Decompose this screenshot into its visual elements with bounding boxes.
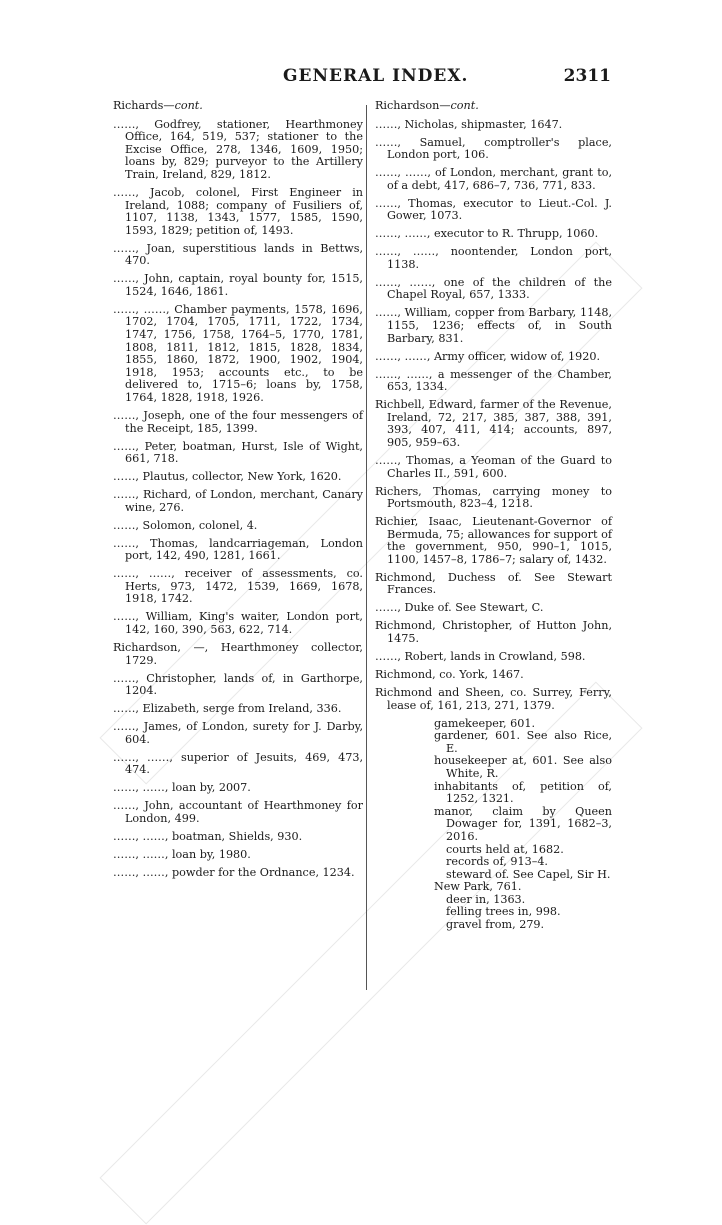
right-sub-entry-list xyxy=(375,718,612,932)
index-sub-entry: manor, claim by Queen Dowager for, 1391, 1682–3, 2016. xyxy=(434,804,612,843)
index-entry: ……, Plautus, collector, New York, 1620. xyxy=(113,470,342,484)
index-entry: ……, Nicholas, shipmaster, 1647. xyxy=(375,117,563,131)
index-sub-entry: housekeeper at, 601. See also White, R. xyxy=(434,754,612,780)
index-entry: ……, Elizabeth, serge from Ireland, 336. xyxy=(113,702,342,716)
index-entry: ……, Peter, boatman, Hurst, Isle of Wight, 661, 718. xyxy=(113,439,363,466)
index-entry: Richmond, Duchess of. See Stewart Frances. xyxy=(375,570,612,597)
index-entry: ……, Duke of. See Stewart, C. xyxy=(375,601,544,615)
index-entry: ……, ……, powder for the Ordnance, 1234. xyxy=(113,865,355,879)
index-sub-sub-entry: records of, 913–4. xyxy=(446,855,548,869)
index-entry: ……, Richard, of London, merchant, Canary wine, 276. xyxy=(113,488,363,514)
index-entry: ……, ……, Chamber payments, 1578, 1696, 1702, 1704, 1705, 1711, 1722, 1734, 1747, 1756, 1758, 1764–5, 1770, 1781, 1808, 1811, 1812, 1815, 1828, 1834, 1855, 1860, 1872, 1900, 1902, 1904, 1918, 1953; accounts etc., to be delivered to, 1715–6; loans by, 1758, 1764, 1828, 1918, 1926. xyxy=(113,302,363,405)
left-entry-list xyxy=(113,119,363,880)
index-entry: ……, ……, boatman, Shields, 930. xyxy=(113,829,303,843)
index-entry: ……, ……, loan by, 2007. xyxy=(113,781,251,795)
index-entry: ……, ……, executor to R. Thrupp, 1060. xyxy=(375,227,599,241)
index-sub-entry: New Park, 761. xyxy=(434,880,522,894)
index-entry: ……, Thomas, executor to Lieut.-Col. J. Gower, 1073. xyxy=(375,196,612,223)
index-entry: Richers, Thomas, carrying money to Portsmouth, 823–4, 1218. xyxy=(375,484,612,511)
index-entry: ……, ……, Army officer, widow of, 1920. xyxy=(375,349,601,363)
index-sub-sub-entry: gravel from, 279. xyxy=(446,918,545,932)
left-column xyxy=(113,100,363,885)
index-entry: ……, William, copper from Barbary, 1148, 1155, 1236; effects of, in South Barbary, 831. xyxy=(375,306,612,345)
index-entry: ……, Godfrey, stationer, Hearthmoney Office, 164, 519, 537; stationer to the Excise Office, 278, 1346, 1609, 1950; loans by, 829; purveyor to the Artillery Train, Ireland, 829, 1812. xyxy=(113,117,363,181)
index-sub-sub-entry: courts held at, 1682. xyxy=(446,842,564,856)
index-entry: ……, Joseph, one of the four messengers of the Receipt, 185, 1399. xyxy=(113,409,363,435)
right-column xyxy=(375,100,612,932)
index-entry: ……, ……, one of the children of the Chapel Royal, 657, 1333. xyxy=(375,275,612,302)
index-entry: ……, William, King's waiter, London port, 142, 160, 390, 563, 622, 714. xyxy=(113,610,363,637)
index-entry: ……, ……, noontender, London port, 1138. xyxy=(375,245,612,271)
index-entry: ……, ……, receiver of assessments, co. Herts, 973, 1472, 1539, 1669, 1678, 1918, 1742. xyxy=(113,567,363,606)
index-entry: Richardson, —, Hearthmoney collector, 1729. xyxy=(113,641,363,667)
index-entry: Richier, Isaac, Lieutenant-Governor of Bermuda, 75; allowances for support of the government, 950, 990–1, 1015, 1100, 1457–8, 1786–7; salary of, 1432. xyxy=(375,515,612,566)
page-header xyxy=(113,66,611,92)
index-entry: ……, John, accountant of Hearthmoney for London, 499. xyxy=(113,799,363,825)
index-entry: ……, ……, a messenger of the Chamber, 653, 1334. xyxy=(375,367,612,394)
column-heading: Richardson—cont. xyxy=(375,99,479,112)
column-divider xyxy=(366,105,367,990)
index-entry: ……, Thomas, landcarriageman, London port, 142, 490, 1281, 1661. xyxy=(113,536,363,563)
index-sub-entry: inhabitants of, petition of, 1252, 1321. xyxy=(434,779,612,806)
index-entry: ……, ……, of London, merchant, grant to, of a debt, 417, 686–7, 736, 771, 833. xyxy=(375,166,612,192)
index-entry: ……, Solomon, colonel, 4. xyxy=(113,518,258,532)
right-entry-list xyxy=(375,119,612,713)
index-entry: Richmond, Christopher, of Hutton John, 1475. xyxy=(375,619,612,646)
index-entry: ……, Joan, superstitious lands in Bettws, 470. xyxy=(113,241,363,268)
index-sub-entry: gardener, 601. See also Rice, E. xyxy=(434,729,612,755)
index-entry: Richbell, Edward, farmer of the Revenue, Ireland, 72, 217, 385, 387, 388, 391, 393, 407, 411, 414; accounts, 897, 905, 959–63. xyxy=(375,398,612,449)
index-entry: ……, Thomas, a Yeoman of the Guard to Charles II., 591, 600. xyxy=(375,453,612,480)
index-entry: ……, James, of London, surety for J. Darby, 604. xyxy=(113,720,363,746)
index-sub-sub-entry: felling trees in, 998. xyxy=(446,905,561,919)
index-entry: ……, Samuel, comptroller's place, London port, 106. xyxy=(375,135,612,162)
column-heading: Richards—cont. xyxy=(113,99,203,112)
index-sub-sub-entry: deer in, 1363. xyxy=(446,892,526,906)
running-head: GENERAL INDEX. xyxy=(283,66,469,86)
index-entry: ……, Christopher, lands of, in Garthorpe, 1204. xyxy=(113,671,363,698)
index-entry: ……, ……, superior of Jesuits, 469, 473, 474. xyxy=(113,750,363,777)
index-entry: ……, Jacob, colonel, First Engineer in Ireland, 1088; company of Fusiliers of, 1107, 1138, 1343, 1577, 1585, 1590, 1593, 1829; petition of, 1493. xyxy=(113,185,363,237)
index-entry: Richmond and Sheen, co. Surrey, Ferry, lease of, 161, 213, 271, 1379. xyxy=(375,685,612,712)
index-sub-entry: gamekeeper, 601. xyxy=(434,716,536,730)
index-entry: ……, ……, loan by, 1980. xyxy=(113,847,251,861)
index-sub-sub-entry: steward of. See Capel, Sir H. xyxy=(446,867,611,881)
index-entry: ……, Robert, lands in Crowland, 598. xyxy=(375,650,586,664)
page-number: 2311 xyxy=(563,66,611,86)
index-entry: ……, John, captain, royal bounty for, 1515, 1524, 1646, 1861. xyxy=(113,272,363,298)
index-entry: Richmond, co. York, 1467. xyxy=(375,668,524,681)
